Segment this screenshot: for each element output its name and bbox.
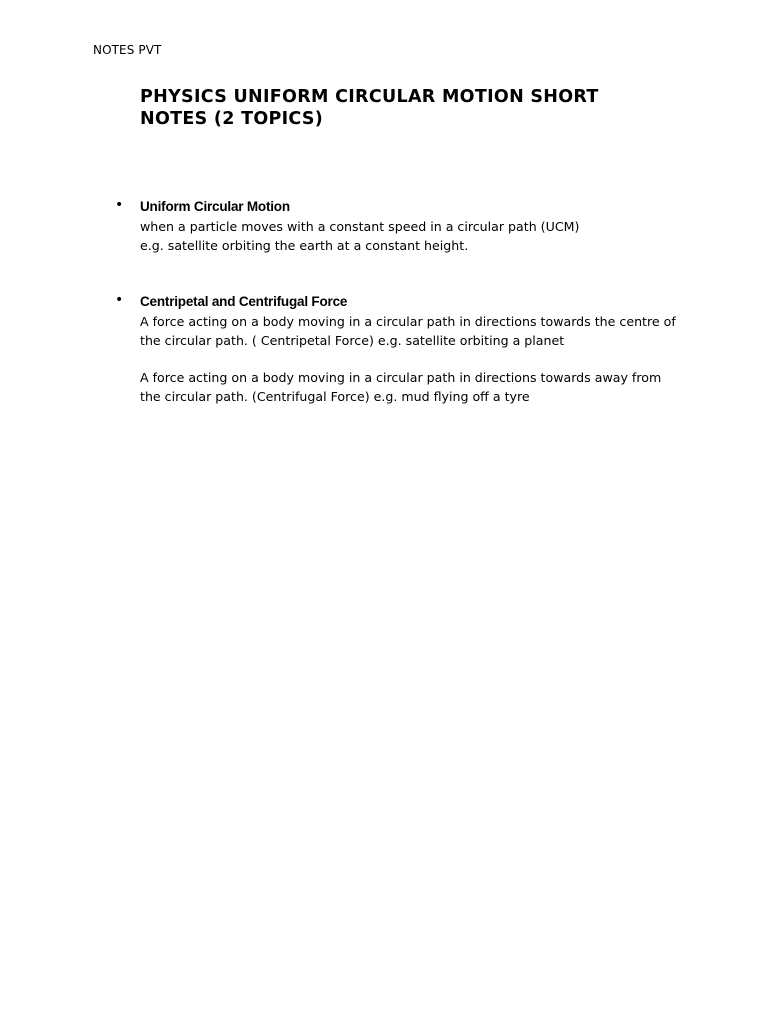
title-line-2: NOTES (2 TOPICS) bbox=[140, 109, 324, 129]
title-line-1: PHYSICS UNIFORM CIRCULAR MOTION SHORT bbox=[140, 87, 599, 107]
section-heading: Uniform Circular Motion bbox=[140, 199, 290, 214]
section-text-line: A force acting on a body moving in a circular path in directions towards away from bbox=[140, 370, 662, 385]
section-text-line: A force acting on a body moving in a circular path in directions towards the centre of bbox=[140, 314, 676, 329]
section-heading: Centripetal and Centrifugal Force bbox=[140, 294, 348, 309]
header-label: NOTES PVT bbox=[93, 43, 162, 57]
section-text-line: e.g. satellite orbiting the earth at a constant height. bbox=[140, 238, 469, 253]
section-text-line: the circular path. ( Centripetal Force) e.g. satellite orbiting a planet bbox=[140, 333, 565, 348]
document-title bbox=[140, 86, 640, 130]
bullet-marker: • bbox=[115, 292, 124, 308]
section-text-line: the circular path. (Centrifugal Force) e.g. mud flying off a tyre bbox=[140, 389, 530, 404]
bullet-marker: • bbox=[115, 197, 124, 213]
section-text-line: when a particle moves with a constant speed in a circular path (UCM) bbox=[140, 219, 580, 234]
